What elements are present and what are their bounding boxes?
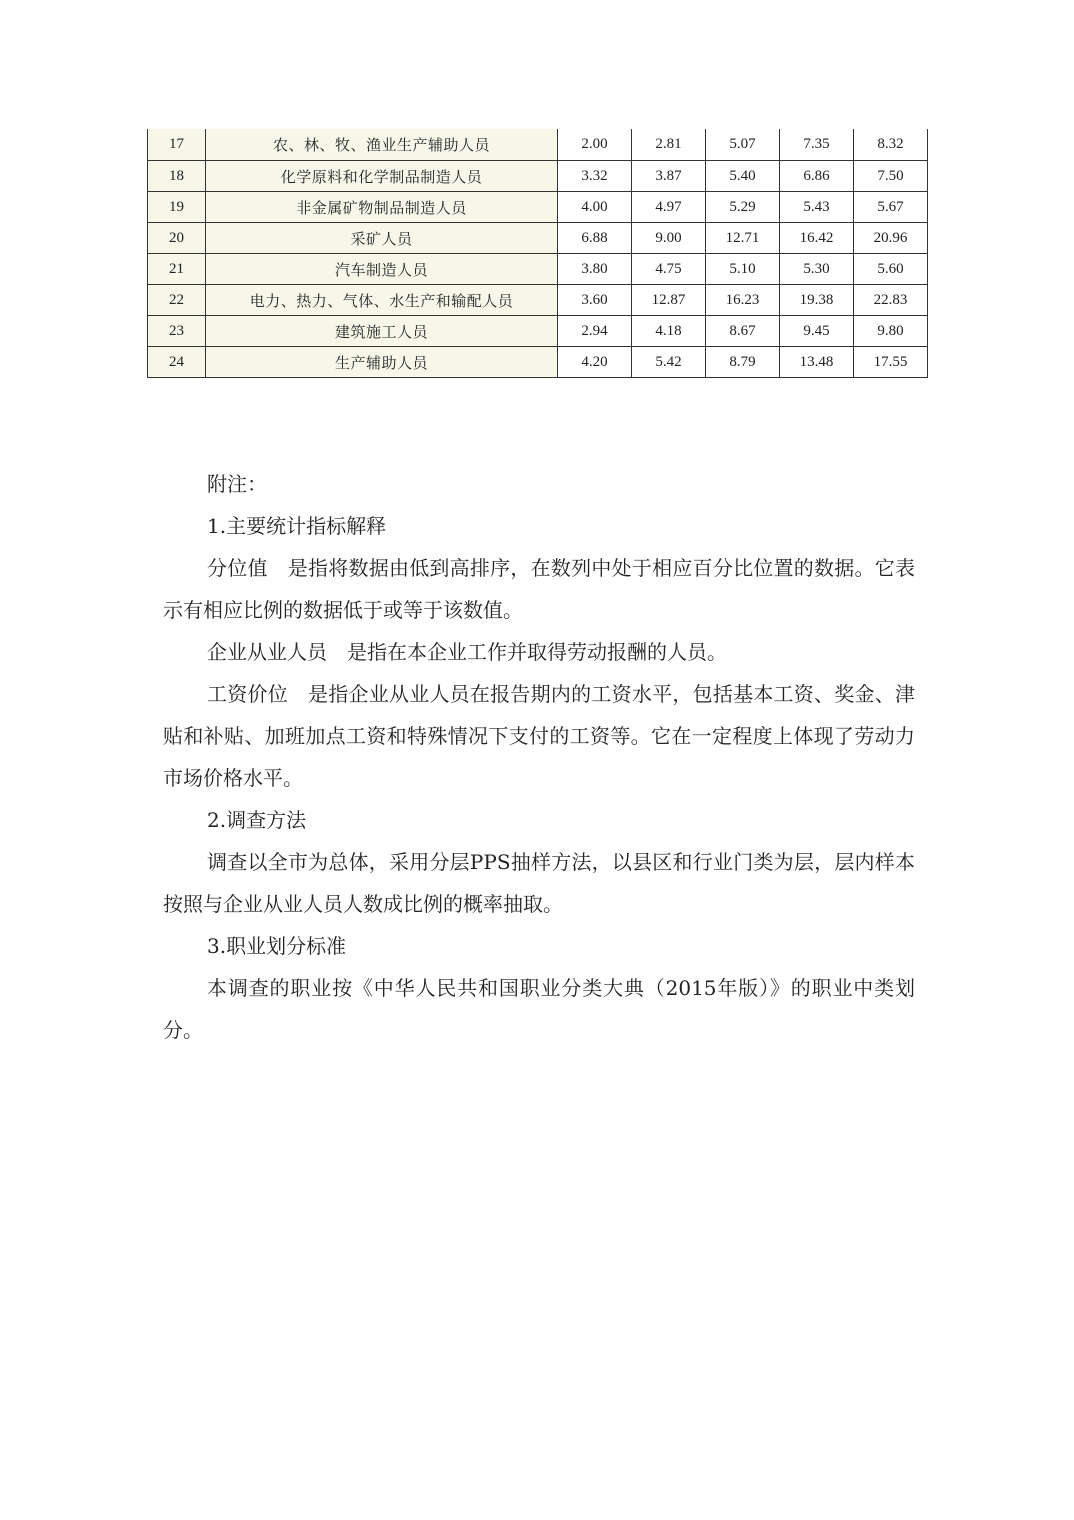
row-number-cell: 18 [148,161,206,192]
value-cell: 4.97 [632,192,706,223]
occupation-name-cell: 建筑施工人员 [206,316,558,347]
section2-text: 调查以全市为总体，采用分层PPS抽样方法，以县区和行业门类为层，层内样本按照与企业从业人员人数成比例的概率抽取。 [163,850,915,916]
value-cell: 16.23 [706,285,780,316]
value-cell: 5.43 [780,192,854,223]
section1-title: 1.主要统计指标解释 [207,514,387,538]
definition-term: 工资价位 [207,682,288,706]
row-number-cell: 19 [148,192,206,223]
table-row [148,285,928,316]
value-cell: 5.30 [780,254,854,285]
notes-heading: 附注： [207,472,267,496]
occupation-name-cell: 汽车制造人员 [206,254,558,285]
value-cell: 12.87 [632,285,706,316]
row-number-cell: 21 [148,254,206,285]
value-cell: 12.71 [706,223,780,254]
value-cell: 17.55 [854,347,928,378]
value-cell: 4.18 [632,316,706,347]
value-cell: 22.83 [854,285,928,316]
definition-percentile [163,547,915,631]
occupation-name-cell: 采矿人员 [206,223,558,254]
value-cell: 20.96 [854,223,928,254]
value-cell: 4.75 [632,254,706,285]
table-row [148,223,928,254]
section3-text: 本调查的职业按《中华人民共和国职业分类大典（2015年版）》的职业中类划分。 [163,976,915,1042]
value-cell: 6.86 [780,161,854,192]
row-number-cell: 17 [148,129,206,161]
value-cell: 16.42 [780,223,854,254]
value-cell: 9.80 [854,316,928,347]
definition-term: 企业从业人员 [207,640,327,664]
value-cell: 9.45 [780,316,854,347]
value-cell: 2.81 [632,129,706,161]
value-cell: 7.35 [780,129,854,161]
row-number-cell: 24 [148,347,206,378]
row-number-cell: 20 [148,223,206,254]
value-cell: 3.87 [632,161,706,192]
value-cell: 4.20 [558,347,632,378]
occupation-name-cell: 非金属矿物制品制造人员 [206,192,558,223]
definition-wage [163,673,915,799]
definition-text: 是指将数据由低到高排序，在数列中处于相应百分比位置的数据。它表示有相应比例的数据低于或等于该数值。 [163,556,916,622]
section3-title: 3.职业划分标准 [207,934,347,958]
table-row [148,161,928,192]
row-number-cell: 23 [148,316,206,347]
value-cell: 19.38 [780,285,854,316]
table-row [148,316,928,347]
row-number-cell: 22 [148,285,206,316]
value-cell: 5.10 [706,254,780,285]
value-cell: 8.32 [854,129,928,161]
value-cell: 2.94 [558,316,632,347]
value-cell: 3.32 [558,161,632,192]
section2-title: 2.调查方法 [207,808,307,832]
value-cell: 7.50 [854,161,928,192]
value-cell: 5.42 [632,347,706,378]
value-cell: 5.29 [706,192,780,223]
table-row [148,347,928,378]
occupation-name-cell: 电力、热力、气体、水生产和输配人员 [206,285,558,316]
value-cell: 3.60 [558,285,632,316]
value-cell: 8.67 [706,316,780,347]
value-cell: 3.80 [558,254,632,285]
occupation-wage-table [147,129,928,378]
definition-employee [163,631,915,673]
value-cell: 5.67 [854,192,928,223]
definition-term: 分位值 [207,556,268,580]
value-cell: 5.07 [706,129,780,161]
table-body [148,129,928,378]
value-cell: 13.48 [780,347,854,378]
table-row [148,192,928,223]
occupation-name-cell: 生产辅助人员 [206,347,558,378]
value-cell: 4.00 [558,192,632,223]
notes-section [163,463,915,1051]
definition-text: 是指在本企业工作并取得劳动报酬的人员。 [347,640,727,664]
value-cell: 5.60 [854,254,928,285]
occupation-name-cell: 化学原料和化学制品制造人员 [206,161,558,192]
occupation-name-cell: 农、林、牧、渔业生产辅助人员 [206,129,558,161]
value-cell: 2.00 [558,129,632,161]
table-row [148,254,928,285]
value-cell: 8.79 [706,347,780,378]
definition-text: 是指企业从业人员在报告期内的工资水平，包括基本工资、奖金、津贴和补贴、加班加点工资和特殊情况下支付的工资等。它在一定程度上体现了劳动力市场价格水平。 [163,682,916,790]
table-row [148,129,928,161]
value-cell: 5.40 [706,161,780,192]
value-cell: 6.88 [558,223,632,254]
value-cell: 9.00 [632,223,706,254]
